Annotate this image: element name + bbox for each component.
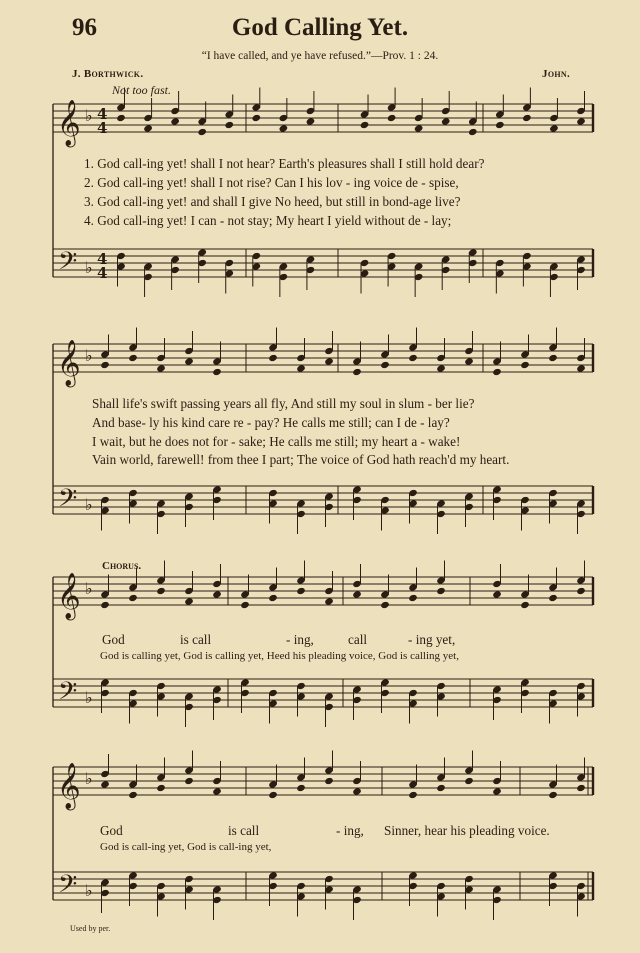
verse-2-line-1: 2. God call-ing yet! shall I not rise? Can I his lov - ing voice de - spise, [84, 175, 459, 190]
note-head [252, 114, 262, 122]
bass-clef-icon: 𝄢 [58, 870, 78, 905]
verse-1-line-2: Shall life's swift passing years all fly, And still my soul in slum - ber lie? [92, 396, 475, 411]
note-head [414, 124, 424, 132]
note-head [116, 114, 126, 122]
note-head [408, 594, 418, 602]
treble-clef-icon: 𝄞 [57, 573, 81, 619]
note-head [548, 594, 558, 602]
treble-clef-icon: 𝄞 [57, 340, 81, 386]
note-head [184, 597, 194, 605]
note-head [279, 124, 289, 132]
note-head [522, 114, 532, 122]
bass-clef-icon: 𝄢 [58, 677, 78, 712]
note-head [212, 368, 222, 376]
note-head [464, 777, 474, 785]
author-credit: J. Borthwick. [72, 68, 144, 80]
note-head [296, 364, 306, 372]
note-head [387, 114, 397, 122]
note-head [408, 354, 418, 362]
composer-credit: John. [542, 68, 570, 80]
note-head [156, 784, 166, 792]
verse-3-line-2: I wait, but he does not for - sake; He calls me still; my heart a - wake! [92, 434, 461, 449]
note-head [380, 601, 390, 609]
verse-4-line-1: 4. God call-ing yet! I can - not stay; My heart I yield without de - lay; [84, 213, 452, 228]
note-head [408, 791, 418, 799]
note-head [100, 361, 110, 369]
note-head [100, 601, 110, 609]
bass-clef-icon: 𝄢 [58, 484, 78, 519]
verse-1-line-1: 1. God call-ing yet! shall I not hear? Earth's pleasures shall I still hold dear? [84, 156, 485, 171]
note-head [197, 128, 207, 136]
verse-2-line-2: And base- ly his kind care re - pay? He calls me still; can I de - lay? [92, 415, 450, 430]
note-head [240, 601, 250, 609]
chorus-1-word-is-call: is call [180, 632, 212, 647]
note-head [576, 117, 586, 125]
note-head [492, 590, 502, 598]
note-head [492, 787, 502, 795]
verse-4-line-2: Vain world, farewell! from thee I part; The voice of God hath reach'd my heart. [92, 452, 510, 467]
treble-clef-icon: 𝄞 [57, 763, 81, 809]
note-head [268, 354, 278, 362]
note-head [441, 117, 451, 125]
note-head [548, 354, 558, 362]
flat-sign-icon: ♭ [85, 881, 93, 900]
chorus-2-echo: God is call-ing yet, God is call-ing yet, [100, 841, 272, 853]
note-head [468, 128, 478, 136]
note-head [324, 777, 334, 785]
chorus-1-word-god: God [102, 632, 125, 647]
note-head [548, 791, 558, 799]
note-head [128, 791, 138, 799]
hymn-title: God Calling Yet. [231, 14, 409, 41]
note-head [268, 594, 278, 602]
flat-sign-icon: ♭ [85, 106, 93, 125]
time-signature-bottom: 4 [97, 119, 108, 137]
tempo-marking: Not too fast. [112, 83, 172, 97]
note-head [380, 361, 390, 369]
note-head [324, 357, 334, 365]
note-head [324, 597, 334, 605]
flat-sign-icon: ♭ [85, 579, 93, 598]
flat-sign-icon: ♭ [85, 688, 93, 707]
note-head [464, 357, 474, 365]
note-head [296, 784, 306, 792]
bass-clef-icon: 𝄢 [58, 247, 78, 282]
note-head [352, 368, 362, 376]
note-head [352, 590, 362, 598]
note-head [156, 364, 166, 372]
note-head [212, 787, 222, 795]
chorus-1-word-call: call [348, 632, 368, 647]
flat-sign-icon: ♭ [85, 258, 93, 277]
note-head [576, 364, 586, 372]
note-head [128, 354, 138, 362]
chorus-2-word-is-call: is call [228, 823, 260, 838]
note-head [436, 587, 446, 595]
note-head [268, 791, 278, 799]
flat-sign-icon: ♭ [85, 346, 93, 365]
note-head [436, 784, 446, 792]
verse-3-line-1: 3. God call-ing yet! and shall I give No heed, but still in bond-age live? [84, 194, 461, 209]
note-head [224, 121, 234, 129]
note-head [306, 117, 316, 125]
note-head [143, 124, 153, 132]
time-signature-bottom: 4 [97, 264, 108, 282]
flat-sign-icon: ♭ [85, 495, 93, 514]
note-head [492, 368, 502, 376]
note-head [156, 587, 166, 595]
flat-sign-icon: ♭ [85, 769, 93, 788]
footer-credit: Used by per. [70, 924, 111, 933]
note-head [549, 124, 559, 132]
note-head [170, 117, 180, 125]
chorus-1-word-ing: - ing, [286, 632, 314, 647]
time-signature-top: 4 [97, 105, 108, 123]
chorus-2-word-ing: - ing, [336, 823, 364, 838]
note-head [184, 357, 194, 365]
note-head [100, 780, 110, 788]
note-head [184, 777, 194, 785]
note-head [296, 587, 306, 595]
note-head [576, 784, 586, 792]
note-head [520, 601, 530, 609]
chorus-1-word-ing-yet: - ing yet, [408, 632, 456, 647]
note-head [128, 594, 138, 602]
chorus-2-word-sinner: Sinner, hear his pleading voice. [384, 823, 550, 838]
chorus-label: Chorus. [102, 560, 142, 572]
note-head [360, 121, 370, 129]
note-head [495, 121, 505, 129]
note-head [576, 587, 586, 595]
note-head [436, 364, 446, 372]
treble-clef-icon: 𝄞 [57, 100, 81, 146]
scripture-reference: “I have called, and ye have refused.”—Prov. 1 : 24. [201, 50, 439, 62]
note-head [520, 361, 530, 369]
chorus-1-echo: God is calling yet, God is calling yet, Heed his pleading voice, God is calling yet, [100, 650, 459, 662]
time-signature-top: 4 [97, 250, 108, 268]
chorus-2-word-god: God [100, 823, 123, 838]
hymn-number: 96 [72, 14, 97, 41]
note-head [352, 787, 362, 795]
note-head [212, 590, 222, 598]
